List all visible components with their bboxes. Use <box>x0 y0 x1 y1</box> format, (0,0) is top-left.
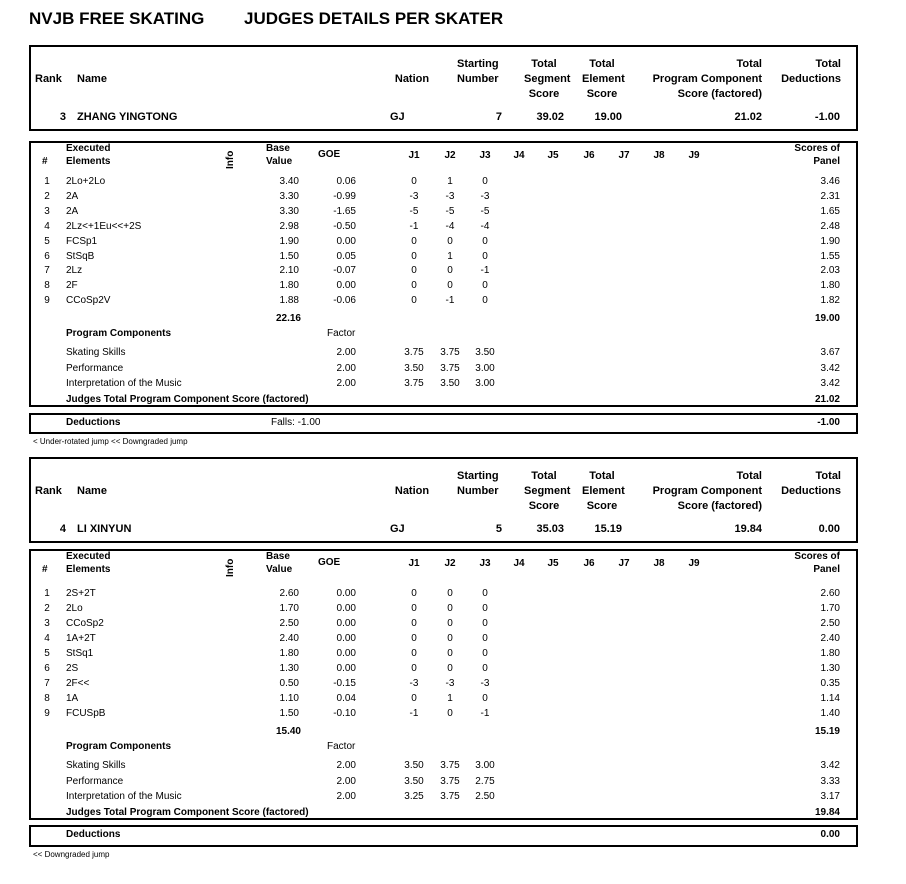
element-panel-score: 2.40 <box>820 633 840 644</box>
judge-header: J4 <box>513 150 525 161</box>
element-base-value: 1.70 <box>279 603 299 614</box>
judge-score: -3 <box>445 678 455 689</box>
element-code: 2A <box>66 205 79 217</box>
element-panel-score: 1.30 <box>820 663 840 674</box>
deductions-box <box>29 413 858 434</box>
judge-score: 0 <box>411 265 417 277</box>
value-header: Value <box>266 564 293 575</box>
base-header: Base <box>266 551 290 562</box>
judge-header: J8 <box>653 150 665 161</box>
skater-nation: GJ <box>390 111 405 123</box>
deductions-detail: Falls: -1.00 <box>271 417 321 428</box>
legend-note: < Under-rotated jump << Downgraded jump <box>33 437 188 446</box>
judge-score: 1 <box>447 250 453 262</box>
component-panel-score: 3.67 <box>820 347 840 359</box>
judge-score: 0 <box>482 693 488 704</box>
pcs-total: 21.02 <box>814 393 840 405</box>
judge-header: J7 <box>618 150 630 161</box>
element-panel-score: 1.65 <box>820 205 840 217</box>
judge-score: 0 <box>482 176 488 187</box>
judge-score: 0 <box>447 708 453 719</box>
component-judge-score: 3.25 <box>404 791 424 802</box>
nation-header: Nation <box>394 73 430 85</box>
panel-header: Panel <box>813 156 840 167</box>
element-panel-score: 2.48 <box>820 220 840 232</box>
judge-score: -1 <box>480 708 490 719</box>
judge-score: 0 <box>482 603 488 614</box>
name-header: Name <box>77 73 107 85</box>
element-panel-score: 1.82 <box>820 295 840 307</box>
element-panel-score: 3.46 <box>820 176 840 187</box>
component-panel-score: 3.33 <box>820 775 840 787</box>
judge-score: 0 <box>411 250 417 262</box>
element-goe: 0.04 <box>336 693 356 704</box>
total-segment-score: 39.02 <box>536 111 564 123</box>
judge-header: J3 <box>479 150 491 161</box>
total-deductions: 0.00 <box>818 523 840 535</box>
judge-score: -1 <box>409 220 419 232</box>
judges-total-label: Judges Total Program Component Score (factored) <box>66 806 309 818</box>
segment-score-header: Score <box>528 88 560 100</box>
element-score-header: Score <box>586 88 618 100</box>
pc-score-header: Score (factored) <box>677 500 762 512</box>
info-header: Info <box>225 558 236 577</box>
component-factor: 2.00 <box>336 791 356 802</box>
base-value-total: 22.16 <box>275 313 301 325</box>
judge-score: 0 <box>482 663 488 674</box>
total-element-score: 19.00 <box>594 111 622 123</box>
hash-header: # <box>42 564 48 575</box>
report-title: JUDGES DETAILS PER SKATER <box>244 9 504 28</box>
judge-header: J9 <box>688 558 700 569</box>
deductions-header: Deductions <box>781 485 841 497</box>
component-judge-score: 3.50 <box>404 760 424 771</box>
judge-score: 0 <box>447 280 453 292</box>
judge-score: 0 <box>482 235 488 247</box>
judge-score: 0 <box>411 588 417 599</box>
component-judge-score: 3.75 <box>440 362 460 374</box>
element-number: 7 <box>44 265 50 277</box>
judge-score: -3 <box>409 678 419 689</box>
component-name: Skating Skills <box>66 760 126 771</box>
skater-rank: 3 <box>59 111 66 123</box>
pc-score-header: Total <box>736 470 762 482</box>
element-goe: -1.65 <box>333 205 356 217</box>
element-code: FCUSpB <box>66 708 106 719</box>
element-code: CCoSp2 <box>66 618 104 629</box>
component-factor: 2.00 <box>336 378 356 390</box>
element-code: 2S+2T <box>66 588 96 599</box>
judge-header: J2 <box>444 150 456 161</box>
elements-header: Elements <box>66 564 111 575</box>
element-base-value: 0.50 <box>279 678 299 689</box>
element-code: 1A <box>66 693 79 704</box>
component-judge-score: 3.50 <box>475 347 495 359</box>
element-number: 7 <box>44 678 50 689</box>
component-factor: 2.00 <box>336 347 356 359</box>
element-goe: -0.06 <box>333 295 356 307</box>
component-judge-score: 3.00 <box>475 378 495 390</box>
element-base-value: 1.88 <box>279 295 299 307</box>
factor-header: Factor <box>327 328 356 340</box>
element-base-value: 1.50 <box>279 250 299 262</box>
judge-score: 0 <box>411 618 417 629</box>
judge-score: 0 <box>447 603 453 614</box>
hash-header: # <box>42 156 48 167</box>
component-factor: 2.00 <box>336 775 356 787</box>
judge-score: 1 <box>447 176 453 187</box>
deductions-label: Deductions <box>66 417 121 428</box>
element-panel-score: 1.90 <box>820 235 840 247</box>
element-panel-score: 1.70 <box>820 603 840 614</box>
deductions-total: 0.00 <box>820 829 840 840</box>
element-number: 5 <box>44 648 50 659</box>
judge-score: 0 <box>447 588 453 599</box>
judge-score: 0 <box>482 588 488 599</box>
total-segment-score: 35.03 <box>536 523 564 535</box>
element-panel-score: 0.35 <box>820 678 840 689</box>
program-components-header: Program Components <box>66 741 172 752</box>
element-panel-score: 2.50 <box>820 618 840 629</box>
element-panel-score: 1.55 <box>820 250 840 262</box>
judge-header: J9 <box>688 150 700 161</box>
element-base-value: 1.50 <box>279 708 299 719</box>
judge-score: 0 <box>447 235 453 247</box>
judge-score: 0 <box>411 176 417 187</box>
judge-header: J2 <box>444 558 456 569</box>
element-number: 2 <box>44 603 50 614</box>
judge-score: -1 <box>445 295 455 307</box>
element-code: 2Lo <box>66 603 83 614</box>
element-code: FCSp1 <box>66 235 98 247</box>
judge-score: 0 <box>482 648 488 659</box>
judge-score: 0 <box>447 663 453 674</box>
judge-score: -1 <box>409 708 419 719</box>
judge-header: J3 <box>479 558 491 569</box>
starting-number-header: Starting <box>457 470 499 482</box>
element-base-value: 2.50 <box>279 618 299 629</box>
elements-header: Elements <box>66 156 111 167</box>
component-factor: 2.00 <box>336 362 356 374</box>
pc-score-header: Program Component <box>652 73 762 85</box>
pcs-total: 19.84 <box>814 806 840 818</box>
component-judge-score: 3.75 <box>440 347 460 359</box>
judge-header: J6 <box>583 558 595 569</box>
element-code: 2F<< <box>66 678 90 689</box>
element-panel-score: 1.40 <box>820 708 840 719</box>
element-base-value: 2.60 <box>279 588 299 599</box>
element-base-value: 3.30 <box>279 205 299 217</box>
judge-header: J5 <box>547 558 559 569</box>
element-number: 9 <box>44 708 50 719</box>
judge-score: 0 <box>482 633 488 644</box>
judge-score: 0 <box>411 633 417 644</box>
element-base-value: 1.90 <box>279 235 299 247</box>
judge-header: J6 <box>583 150 595 161</box>
element-base-value: 3.30 <box>279 190 299 202</box>
component-name: Skating Skills <box>66 347 126 359</box>
component-judge-score: 3.75 <box>404 347 424 359</box>
element-goe: 0.00 <box>336 280 356 292</box>
element-number: 3 <box>44 618 50 629</box>
judge-score: -5 <box>480 205 490 217</box>
element-code: StSqB <box>66 250 95 262</box>
component-judge-score: 3.50 <box>440 378 460 390</box>
element-code: 2S <box>66 663 79 674</box>
element-number: 4 <box>44 633 50 644</box>
judge-score: 0 <box>411 648 417 659</box>
element-goe: -0.10 <box>333 708 356 719</box>
element-goe: -0.07 <box>333 265 356 277</box>
segment-score-header: Segment <box>524 73 571 85</box>
element-goe: 0.06 <box>336 176 356 187</box>
element-code: 2Lz <box>66 265 83 277</box>
element-panel-score: 2.03 <box>820 265 840 277</box>
judge-score: 0 <box>482 280 488 292</box>
skater-name: ZHANG YINGTONG <box>77 111 178 123</box>
element-base-value: 1.80 <box>279 280 299 292</box>
name-header: Name <box>77 485 107 497</box>
deductions-label: Deductions <box>66 829 121 840</box>
goe-header: GOE <box>318 557 341 568</box>
element-number: 8 <box>44 280 50 292</box>
element-number: 1 <box>44 176 50 187</box>
component-judge-score: 3.00 <box>475 760 495 771</box>
element-goe: -0.50 <box>333 220 356 232</box>
judge-score: 0 <box>411 280 417 292</box>
judge-score: 0 <box>411 693 417 704</box>
element-code: StSq1 <box>66 648 94 659</box>
judge-header: J1 <box>408 558 420 569</box>
judge-score: 0 <box>447 618 453 629</box>
component-judge-score: 2.75 <box>475 775 495 787</box>
skater-name: LI XINYUN <box>77 523 132 535</box>
total-deductions: -1.00 <box>814 111 840 123</box>
element-base-value: 1.30 <box>279 663 299 674</box>
segment-score-header: Segment <box>524 485 571 497</box>
component-panel-score: 3.42 <box>820 760 840 771</box>
element-base-value: 3.40 <box>279 176 299 187</box>
element-goe: 0.00 <box>336 633 356 644</box>
judge-score: -3 <box>445 190 455 202</box>
judge-score: -5 <box>445 205 455 217</box>
element-number: 6 <box>44 663 50 674</box>
base-value-total: 15.40 <box>275 726 301 737</box>
element-goe: -0.15 <box>333 678 356 689</box>
element-number: 2 <box>44 190 50 202</box>
component-name: Performance <box>66 362 124 374</box>
element-base-value: 2.98 <box>279 220 299 232</box>
component-judge-score: 3.75 <box>440 791 460 802</box>
judge-header: J5 <box>547 150 559 161</box>
element-number: 4 <box>44 220 50 232</box>
element-goe: 0.05 <box>336 250 356 262</box>
starting-number: 5 <box>495 523 502 535</box>
component-judge-score: 3.50 <box>404 775 424 787</box>
component-judge-score: 2.50 <box>475 791 495 802</box>
component-judge-score: 3.50 <box>404 362 424 374</box>
component-factor: 2.00 <box>336 760 356 771</box>
judge-score: 0 <box>447 633 453 644</box>
judge-score: -4 <box>445 220 455 232</box>
element-code: 2A <box>66 190 79 202</box>
judge-score: 0 <box>411 603 417 614</box>
element-panel-score: 1.80 <box>820 648 840 659</box>
element-goe: 0.00 <box>336 648 356 659</box>
total-pc-score: 21.02 <box>734 111 762 123</box>
starting-number-header: Number <box>457 73 499 85</box>
executed-header: Executed <box>66 143 111 154</box>
component-judge-score: 3.75 <box>404 378 424 390</box>
element-base-value: 2.40 <box>279 633 299 644</box>
judges-total-label: Judges Total Program Component Score (factored) <box>66 393 309 405</box>
element-base-value: 1.80 <box>279 648 299 659</box>
tes-total: 15.19 <box>814 726 840 737</box>
component-name: Interpretation of the Music <box>66 378 182 390</box>
component-panel-score: 3.42 <box>820 362 840 374</box>
element-panel-score: 2.60 <box>820 588 840 599</box>
component-judge-score: 3.75 <box>440 760 460 771</box>
program-components-header: Program Components <box>66 328 172 340</box>
element-number: 5 <box>44 235 50 247</box>
legend-note: << Downgraded jump <box>33 850 110 859</box>
element-code: 2Lz<+1Eu<<+2S <box>66 220 142 232</box>
judge-score: 0 <box>411 295 417 307</box>
element-score-header: Total <box>589 58 615 70</box>
element-code: 2F <box>66 280 78 292</box>
total-element-score: 15.19 <box>594 523 622 535</box>
event-title: NVJB FREE SKATING <box>29 9 205 28</box>
info-header: Info <box>225 150 236 169</box>
element-score-header: Score <box>586 500 618 512</box>
judge-score: -3 <box>480 190 490 202</box>
scores-of-header: Scores of <box>794 143 840 154</box>
element-goe: 0.00 <box>336 588 356 599</box>
deductions-header: Total <box>815 470 841 482</box>
element-number: 1 <box>44 588 50 599</box>
skater-nation: GJ <box>390 523 405 535</box>
element-code: 1A+2T <box>66 633 96 644</box>
element-goe: 0.00 <box>336 618 356 629</box>
component-name: Performance <box>66 775 124 787</box>
component-panel-score: 3.42 <box>820 378 840 390</box>
element-code: 2Lo+2Lo <box>66 176 106 187</box>
component-judge-score: 3.75 <box>440 775 460 787</box>
segment-score-header: Total <box>531 58 557 70</box>
base-header: Base <box>266 143 290 154</box>
judge-score: -4 <box>480 220 490 232</box>
judge-header: J1 <box>408 150 420 161</box>
judge-score: 0 <box>482 618 488 629</box>
judge-score: 0 <box>482 250 488 262</box>
deductions-total: -1.00 <box>817 417 840 428</box>
judge-score: 0 <box>447 648 453 659</box>
element-code: CCoSp2V <box>66 295 111 307</box>
factor-header: Factor <box>327 741 356 752</box>
judge-score: 1 <box>447 693 453 704</box>
total-pc-score: 19.84 <box>734 523 762 535</box>
pc-score-header: Program Component <box>652 485 762 497</box>
component-name: Interpretation of the Music <box>66 791 182 802</box>
deductions-header: Deductions <box>781 73 841 85</box>
element-panel-score: 2.31 <box>820 190 840 202</box>
nation-header: Nation <box>394 485 430 497</box>
segment-score-header: Score <box>528 500 560 512</box>
judge-score: -3 <box>480 678 490 689</box>
element-score-header: Total <box>589 470 615 482</box>
element-panel-score: 1.14 <box>820 693 840 704</box>
element-number: 8 <box>44 693 50 704</box>
judge-header: J4 <box>513 558 525 569</box>
executed-header: Executed <box>66 551 111 562</box>
deductions-box <box>29 825 858 847</box>
pc-score-header: Total <box>736 58 762 70</box>
panel-header: Panel <box>813 564 840 575</box>
element-base-value: 2.10 <box>279 265 299 277</box>
skater-rank: 4 <box>59 523 66 535</box>
element-number: 3 <box>44 205 50 217</box>
pc-score-header: Score (factored) <box>677 88 762 100</box>
judge-score: -5 <box>409 205 419 217</box>
component-panel-score: 3.17 <box>820 791 840 802</box>
segment-score-header: Total <box>531 470 557 482</box>
judge-score: -1 <box>480 265 490 277</box>
starting-number: 7 <box>495 111 502 123</box>
rank-header: Rank <box>35 485 62 497</box>
component-judge-score: 3.00 <box>475 362 495 374</box>
judge-score: 0 <box>411 663 417 674</box>
element-goe: 0.00 <box>336 663 356 674</box>
element-panel-score: 1.80 <box>820 280 840 292</box>
judge-score: -3 <box>409 190 419 202</box>
judge-header: J7 <box>618 558 630 569</box>
element-goe: -0.99 <box>333 190 356 202</box>
starting-number-header: Number <box>457 485 499 497</box>
value-header: Value <box>266 156 293 167</box>
element-score-header: Element <box>582 73 625 85</box>
judge-header: J8 <box>653 558 665 569</box>
element-goe: 0.00 <box>336 235 356 247</box>
tes-total: 19.00 <box>814 313 840 325</box>
element-base-value: 1.10 <box>279 693 299 704</box>
element-score-header: Element <box>582 485 625 497</box>
element-number: 6 <box>44 250 50 262</box>
judge-score: 0 <box>411 235 417 247</box>
scores-of-header: Scores of <box>794 551 840 562</box>
rank-header: Rank <box>35 73 62 85</box>
deductions-header: Total <box>815 58 841 70</box>
judge-score: 0 <box>447 265 453 277</box>
starting-number-header: Starting <box>457 58 499 70</box>
element-goe: 0.00 <box>336 603 356 614</box>
element-number: 9 <box>44 295 50 307</box>
goe-header: GOE <box>318 149 341 160</box>
judge-score: 0 <box>482 295 488 307</box>
